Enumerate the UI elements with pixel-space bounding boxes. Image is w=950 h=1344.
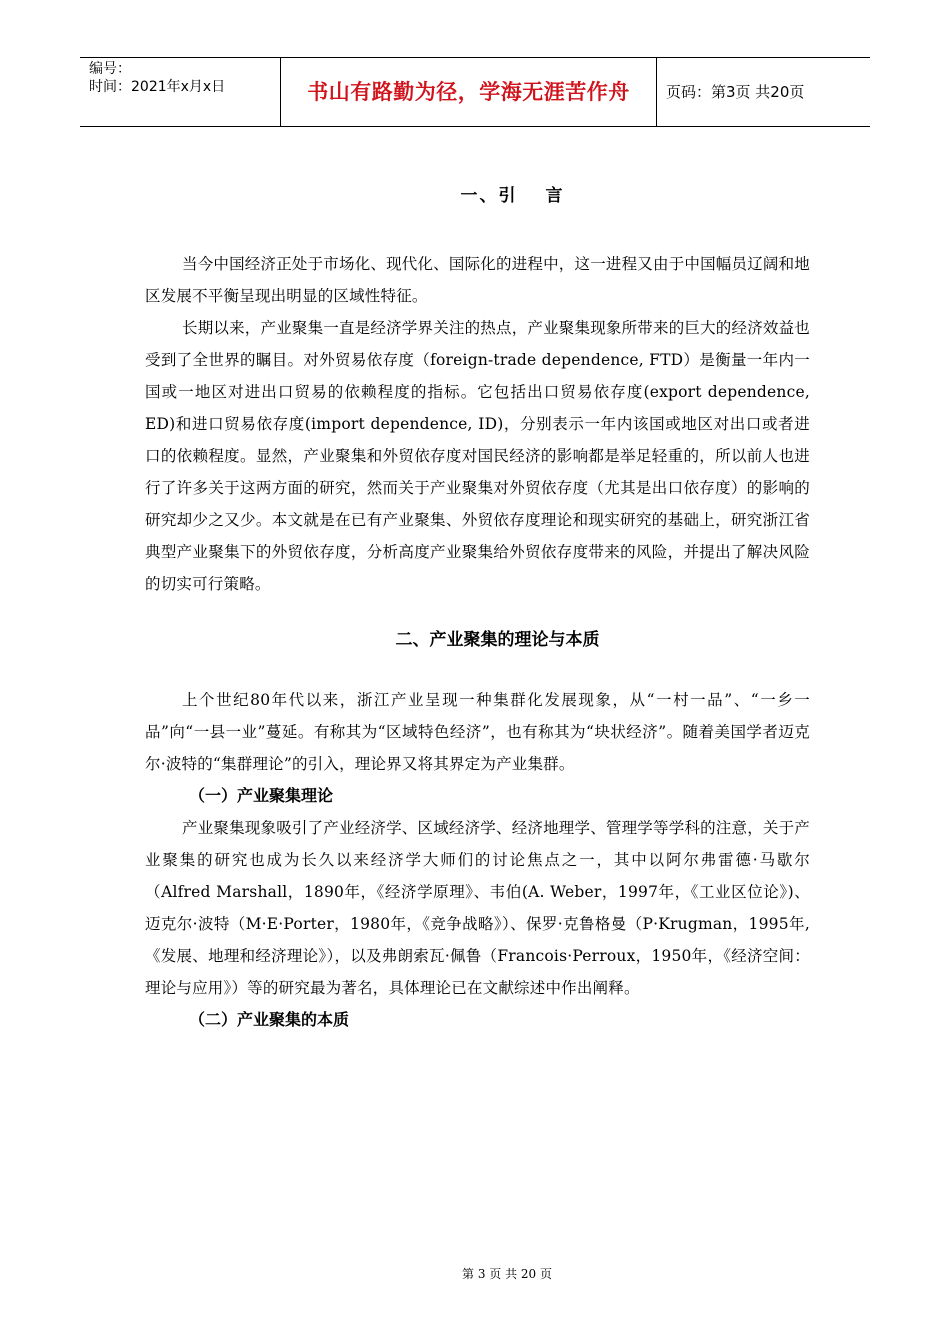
- subsection-title-theory: （一）产业聚集理论: [189, 786, 334, 805]
- section-title-part-b: 言: [545, 186, 565, 206]
- header-meta-cell: [80, 58, 280, 126]
- page-footer: 第 3 页 共 20 页: [462, 1267, 552, 1281]
- document-header: [80, 57, 870, 127]
- document-time: 时间：2021年x月x日: [89, 79, 226, 95]
- section-title-theory: 二、产业聚集的理论与本质: [395, 630, 600, 650]
- subsection-title-essence: （二）产业聚集的本质: [189, 1010, 350, 1029]
- header-motto-cell: [280, 58, 657, 126]
- document-body: [145, 180, 810, 1036]
- paragraph: 当今中国经济正处于市场化、现代化、国际化的进程中，这一进程又由于中国幅员辽阔和地区发展不平衡呈现出明显的区域性特征。: [145, 255, 811, 305]
- header-page-cell: [656, 58, 870, 126]
- header-page-info: 页码：第3页 共20页: [666, 83, 805, 101]
- document-number-label: 编号：: [89, 61, 131, 77]
- section-title-part-a: 一、引: [460, 186, 518, 206]
- section-title-introduction: [215, 180, 810, 212]
- header-motto: 书山有路勤为径，学海无涯苦作舟: [307, 80, 630, 104]
- paragraph: 长期以来，产业聚集一直是经济学界关注的热点，产业聚集现象所带来的巨大的经济效益也受到了全世界的瞩目。对外贸易依存度（foreign-trade dependence, FTD）是衡量一年内一国或一地区对进出口贸易的依赖程度的指标。它包括出口贸易依存度(export dependence, ED)和进口贸易依存度(import dependence, ID)，分别表示一年内该国或地区对出口或者进口的依赖程度。显然，产业聚集和外贸依存度对国民经济的影响都是举足轻重的，所以前人也进行了许多关于这两方面的研究，然而关于产业聚集对外贸依存度（尤其是出口依存度）的影响的研究却少之又少。本文就是在已有产业聚集、外贸依存度理论和现实研究的基础上，研究浙江省典型产业聚集下的外贸依存度，分析高度产业聚集给外贸依存度带来的风险，并提出了解决风险的切实可行策略。: [145, 319, 811, 593]
- paragraph: 产业聚集现象吸引了产业经济学、区域经济学、经济地理学、管理学等学科的注意，关于产业聚集的研究也成为长久以来经济学大师们的讨论焦点之一，其中以阿尔弗雷德·马歇尔（Alfred Marshall，1890年，《经济学原理》、韦伯(A. Weber，1997年，《工业区位论》)、迈克尔·波特（M·E·Porter，1980年，《竞争战略》）、保罗·克鲁格曼（P·Krugman，1995年,《发展、地理和经济理论》），以及弗朗索瓦·佩鲁（Francois·Perroux，1950年，《经济空间：理论与应用》）等的研究最为著名，具体理论已在文献综述中作出阐释。: [145, 819, 811, 997]
- paragraph: 上个世纪80年代以来，浙江产业呈现一种集群化发展现象，从“一村一品”、“一乡一品”向“一县一业”蔓延。有称其为“区域特色经济”，也有称其为“块状经济”。随着美国学者迈克尔·波特的“集群理论”的引入，理论界又将其界定为产业集群。: [145, 691, 810, 773]
